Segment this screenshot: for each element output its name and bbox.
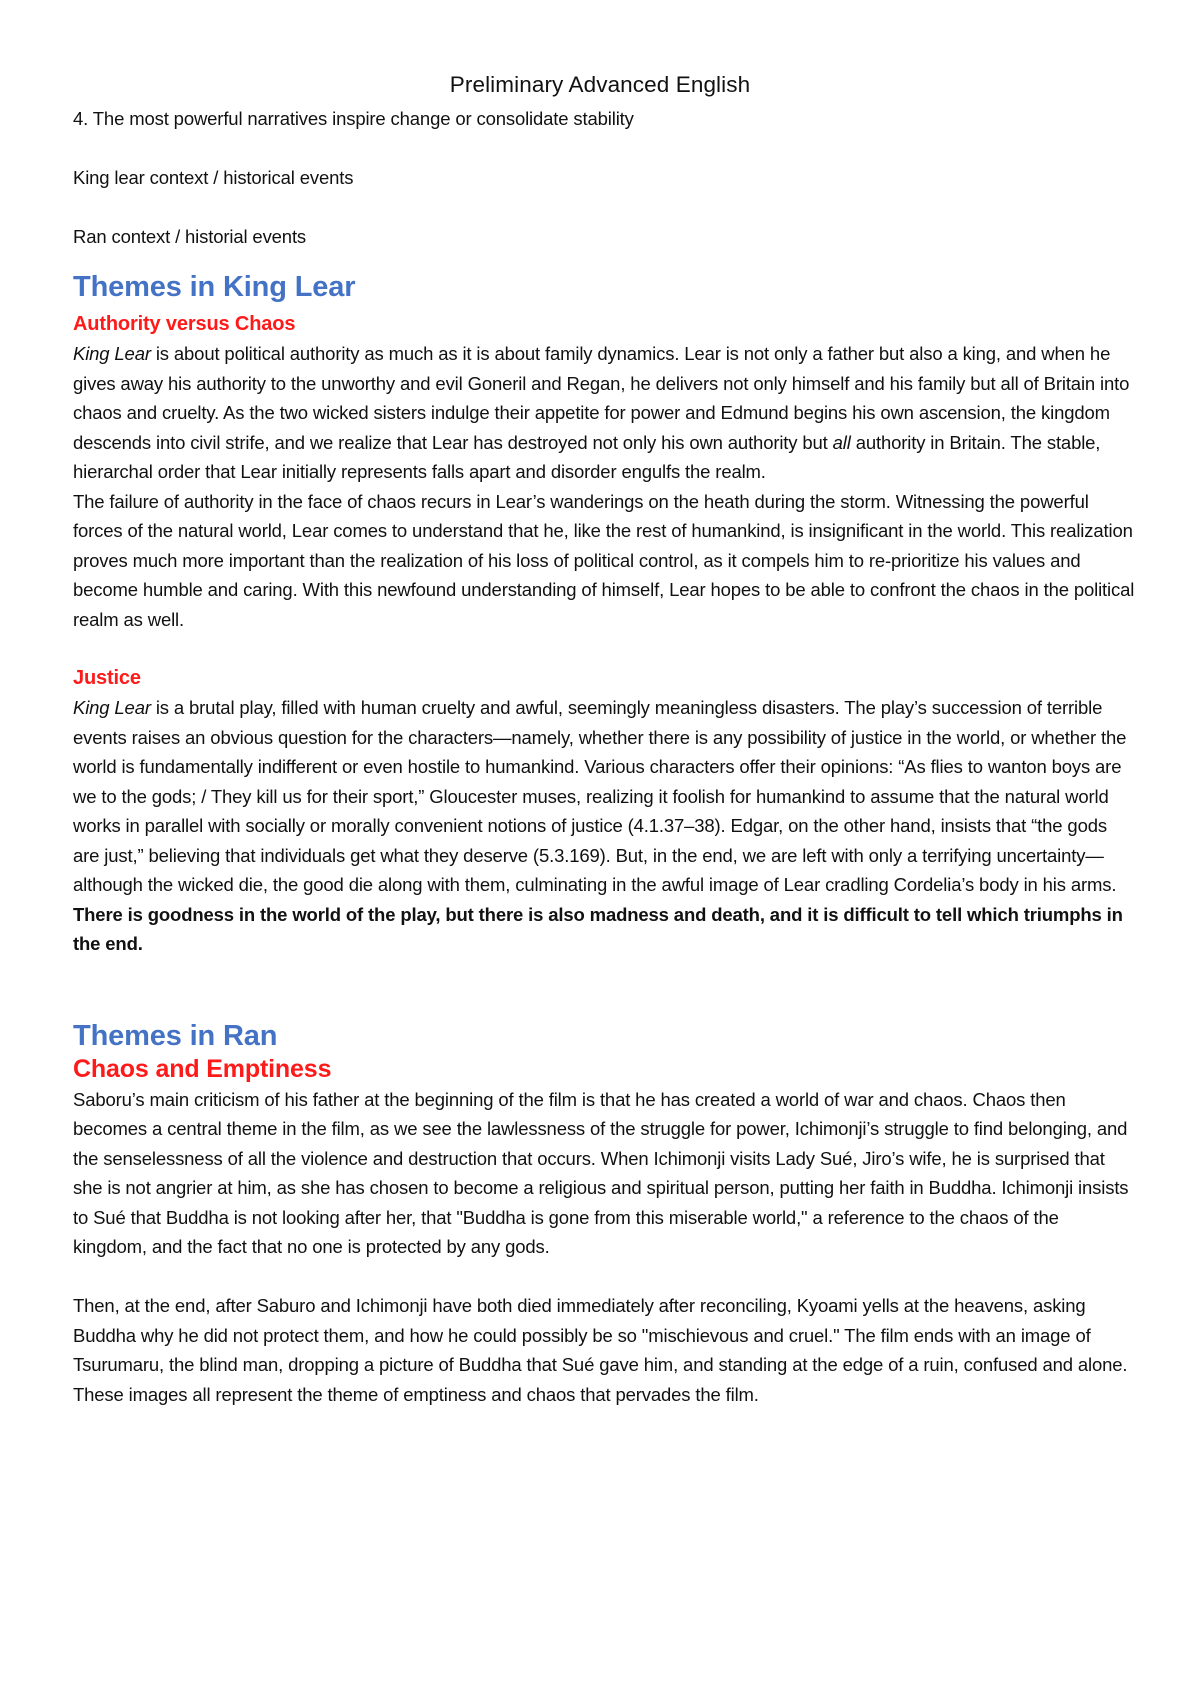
paragraph-authority-1 [73, 339, 1135, 487]
heading-justice: Justice [73, 666, 141, 689]
text-run: The failure of authority in the face of chaos recurs in Lear’s wanderings on the heath during the storm. Witnessing the powerful forces of the natural world, Lear comes to understand that he, like the rest of humankind, is insignificant in the world. This realization proves much more important than the realization of his loss of political control, as it compels him to re-prioritize his values and become humble and caring. With this newfound understanding of himself, Lear hopes to be able to confront the chaos in the political realm as well. [73, 490, 1135, 630]
note-king-lear-context: King lear context / historical events [73, 167, 354, 188]
text-run: There is goodness in the world of the play, but there is also madness and death, and it is difficult to tell which triumphs in the end. [73, 903, 1123, 954]
note-ran-context: Ran context / historial events [73, 226, 307, 247]
paragraph-justice [73, 693, 1135, 959]
heading-chaos-and-emptiness: Chaos and Emptiness [73, 1054, 332, 1083]
paragraph-chaos-2 [73, 1291, 1135, 1409]
text-run: is about political authority as much as it is about family dynamics. Lear is not only a father but also a king, and when he gives away his authority to the unworthy and evil Goneril and Regan, he delivers not only himself and his family but all of Britain into chaos and cruelty. As the two wicked sisters indulge their appetite for power and Edmund begins his own ascension, the kingdom descends into civil strife, and we realize that Lear has destroyed not only his own authority but [73, 343, 1130, 453]
essay-prompt: 4. The most powerful narratives inspire change or consolidate stability [73, 108, 634, 129]
heading-themes-king-lear: Themes in King Lear [73, 270, 356, 303]
text-run: King Lear [73, 697, 151, 718]
paragraph-chaos-1 [73, 1085, 1135, 1262]
heading-authority-versus-chaos: Authority versus Chaos [73, 312, 296, 335]
text-run: authority in Britain. The stable, hierarchal order that Lear initially represents falls apart and disorder engulfs the realm. [73, 431, 1101, 482]
heading-themes-ran: Themes in Ran [73, 1019, 278, 1052]
text-run: Saboru’s main criticism of his father at the beginning of the film is that he has created a world of war and chaos. Chaos then becomes a central theme in the film, as we see the lawlessness of the struggle for power, Ichimonji’s struggle to find belonging, and the senselessness of all the violence and destruction that occurs. When Ichimonji visits Lady Sué, Jiro’s wife, he is surprised that she is not angrier at him, as she has chosen to become a religious and spiritual person, putting her faith in Buddha. Ichimonji insists to Sué that Buddha is not looking after her, that "Buddha is gone from this miserable world," a reference to the chaos of the kingdom, and the fact that no one is protected by any gods. [73, 1088, 1129, 1257]
text-run: Then, at the end, after Saburo and Ichimonji have both died immediately after reconciling, Kyoami yells at the heavens, asking Buddha why he did not protect them, and how he could possibly be so "mischievous and cruel." The film ends with an image of Tsurumaru, the blind man, dropping a picture of Buddha that Sué gave him, and standing at the edge of a ruin, confused and alone. These images all represent the theme of emptiness and chaos that pervades the film. [73, 1295, 1128, 1405]
text-run: King Lear [73, 343, 151, 364]
document-body [73, 104, 1135, 1409]
text-run: all [832, 431, 851, 453]
paragraph-authority-2 [73, 487, 1135, 635]
running-header: Preliminary Advanced English [449, 72, 751, 97]
text-run: is a brutal play, filled with human cruelty and awful, seemingly meaningless disasters. The play’s succession of terrible events raises an obvious question for the characters—namely, whether there is any possibility of justice in the world, or whether the world is fundamentally indifferent or even hostile to humankind. Various characters offer their opinions: “As flies to wanton boys are we to the gods; / They kill us for their sport,” Gloucester muses, realizing it foolish for humankind to assume that the natural world works in parallel with socially or morally convenient notions of justice (4.1.37–38). Edgar, on the other hand, insists that “the gods are just,” believing that individuals get what they deserve (5.3.169). But, in the end, we are left with only a terrifying uncertainty—although the wicked die, the good die along with them, culminating in the awful image of Lear cradling Cordelia’s body in his arms. [73, 697, 1127, 895]
